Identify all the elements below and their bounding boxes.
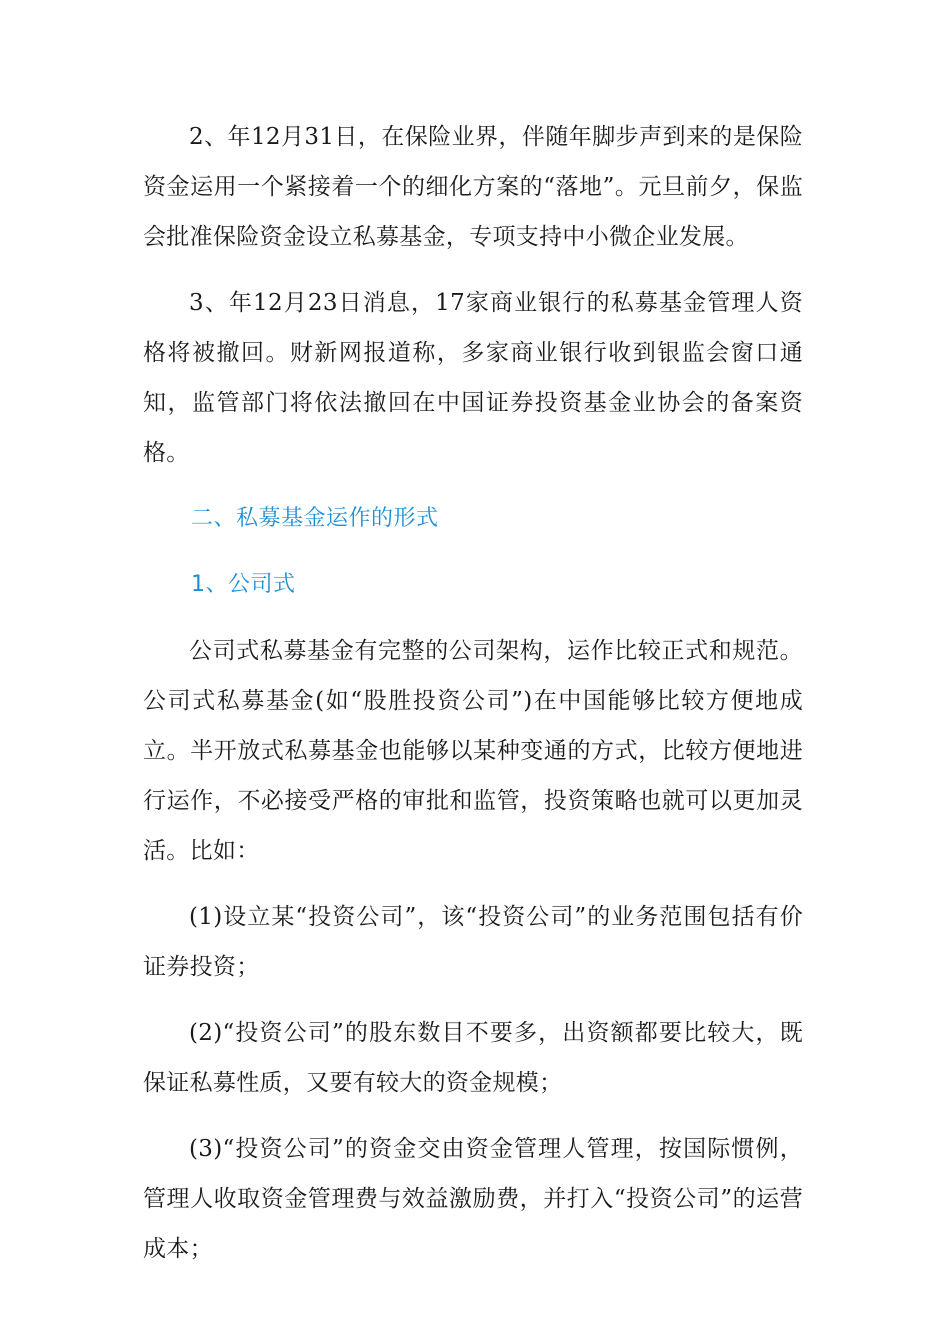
paragraph-company-form-description: 公司式私募基金有完整的公司架构，运作比较正式和规范。公司式私募基金(如“股胜投资公司”)在中国能够比较方便地成立。半开放式私募基金也能够以某种变通的方式，比较方便地进行运作，不必接受严格的审批和监管，投资策略也就可以更加灵活。比如： <box>143 638 803 864</box>
list-item-3: (3)“投资公司”的资金交由资金管理人管理，按国际惯例，管理人收取资金管理费与效益激励费，并打入“投资公司”的运营成本； <box>143 1136 803 1262</box>
paragraph-bank-qualification: 3、年12月23日消息，17家商业银行的私募基金管理人资格将被撤回。财新网报道称，多家商业银行收到银监会窗口通知，监管部门将依法撤回在中国证券投资基金业协会的备案资格。 <box>143 290 803 466</box>
subsection-heading-company-form: 1、公司式 <box>191 572 296 597</box>
document-page <box>143 112 803 1274</box>
paragraph-insurance-fund: 2、年12月31日，在保险业界，伴随年脚步声到来的是保险资金运用一个紧接着一个的细化方案的“落地”。元旦前夕，保监会批准保险资金设立私募基金，专项支持中小微企业发展。 <box>143 124 803 250</box>
list-item-2: (2)“投资公司”的股东数目不要多，出资额都要比较大，既保证私募性质，又要有较大的资金规模； <box>143 1020 803 1096</box>
list-item-1: (1)设立某“投资公司”，该“投资公司”的业务范围包括有价证券投资； <box>143 904 803 980</box>
section-heading-operation-forms: 二、私募基金运作的形式 <box>191 506 439 531</box>
